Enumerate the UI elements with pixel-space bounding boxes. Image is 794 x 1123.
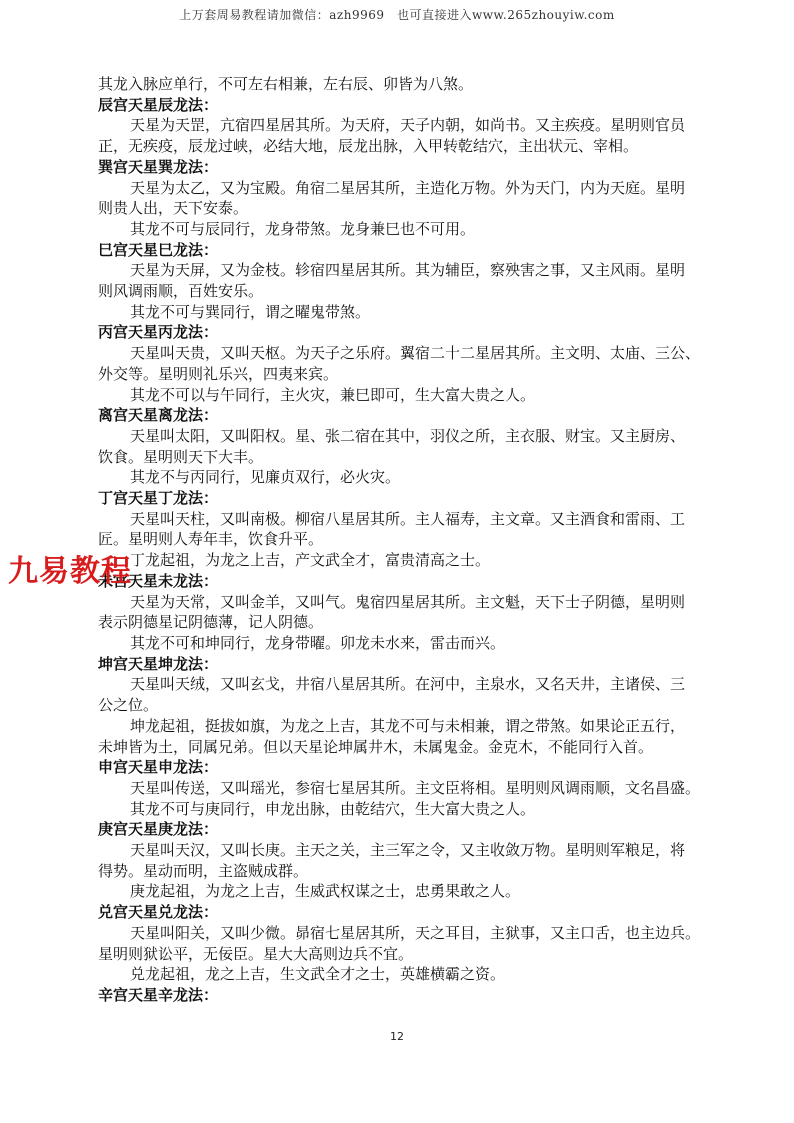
text-line: 兑龙起祖，龙之上吉，生文武全才之士，英雄横霸之资。 bbox=[130, 965, 506, 984]
watermark-logo: 九易教程 bbox=[8, 554, 132, 589]
page-number: 12 bbox=[390, 1030, 404, 1043]
text-line: 天星叫阳关，又叫少微。昴宿七星居其所，天之耳目，主狱事，又主口舌，也主边兵。 bbox=[130, 923, 701, 942]
section-heading: 辛宫天星辛龙法： bbox=[98, 985, 219, 1004]
section-heading: 坤宫天星坤龙法： bbox=[98, 654, 219, 673]
text-line: 天星为天常，又叫金羊，又叫气。鬼宿四星居其所。主文魁，天下士子阴德，星明则 bbox=[130, 592, 686, 611]
text-line: 其龙不可和坤同行，龙身带曜。卯龙未水来，雷击而兴。 bbox=[130, 633, 506, 652]
text-line: 坤龙起祖，挺拔如旗，为龙之上吉，其龙不可与未相兼，谓之带煞。如果论正五行， bbox=[130, 716, 686, 735]
document-body bbox=[98, 74, 718, 1006]
section-heading: 巽宫天星巽龙法： bbox=[98, 157, 219, 176]
text-line: 未坤皆为土，同属兄弟。但以天星论坤属井木，未属鬼金。金克木，不能同行入首。 bbox=[98, 737, 654, 756]
text-line: 其龙不可与巽同行，谓之曜鬼带煞。 bbox=[130, 302, 371, 321]
text-line: 其龙入脉应单行，不可左右相兼，左右辰、卯皆为八煞。 bbox=[98, 75, 474, 93]
text-line: 公之位。 bbox=[98, 696, 159, 715]
text-line: 星明则狱讼平，无佞臣。星大大高则边兵不宜。 bbox=[98, 944, 414, 963]
text-line: 外交等。星明则礼乐兴，四夷来宾。 bbox=[98, 364, 339, 383]
text-line: 其龙不可与辰同行，龙身带煞。龙身兼巳也不可用。 bbox=[130, 219, 476, 238]
text-line: 其龙不可以与午同行，主火灾，兼巳即可，生大富大贵之人。 bbox=[130, 385, 536, 404]
text-line: 匠。星明则人寿年丰，饮食升平。 bbox=[98, 530, 324, 549]
text-line: 其龙不与丙同行，见廉贞双行，必火灾。 bbox=[130, 468, 401, 487]
text-line: 庚龙起祖，为龙之上吉，生威武权谋之士，忠勇果敢之人。 bbox=[130, 882, 521, 901]
text-line: 天星为天屏，又为金枝。轸宿四星居其所。其为辅臣，察殃害之事，又主风雨。星明 bbox=[130, 261, 686, 280]
text-line: 天星叫天贵，又叫天枢。为天子之乐府。翼宿二十二星居其所。主文明、太庙、三公、 bbox=[130, 344, 701, 363]
text-line: 天星叫传送，又叫瑶光，参宿七星居其所。主文臣将相。星明则风调雨顺，文名昌盛。 bbox=[130, 778, 701, 797]
text-line: 天星叫太阳，又叫阳权。星、张二宿在其中，羽仪之所，主衣服、财宝。又主厨房、 bbox=[130, 426, 686, 445]
section-heading: 丁宫天星丁龙法： bbox=[98, 489, 219, 508]
section-heading: 庚宫天星庚龙法： bbox=[98, 820, 219, 839]
section-heading: 离宫天星离龙法： bbox=[98, 406, 219, 425]
section-heading: 辰宫天星辰龙法： bbox=[98, 95, 219, 114]
text-line: 表示阴德星记阴德薄，记人阴德。 bbox=[98, 613, 324, 632]
page-header: 上万套周易教程请加微信：azh9969 也可直接进入www.265zhouyiw.com bbox=[179, 8, 615, 22]
section-heading: 丙宫天星丙龙法： bbox=[98, 323, 219, 342]
text-line: 得势。星动而明，主盗贼成群。 bbox=[98, 861, 309, 880]
text-line: 天星叫天绒，又叫玄戈，井宿八星居其所。在河中，主泉水，又名天井，主诸侯、三 bbox=[130, 675, 686, 694]
text-line: 饮食。星明则天下大丰。 bbox=[98, 447, 264, 466]
text-line: 则风调雨顺，百姓安乐。 bbox=[98, 282, 264, 301]
text-line: 天星叫天柱，又叫南极。柳宿八星居其所。主人福寿，主文章。又主酒食和雷雨、工 bbox=[130, 509, 686, 528]
section-heading: 巳宫天星巳龙法： bbox=[98, 240, 219, 259]
text-line: 天星为天罡，亢宿四星居其所。为天府，天子内朝，如尚书。又主疾疫。星明则官员 bbox=[130, 116, 686, 135]
text-line: 则贵人出，天下安泰。 bbox=[98, 199, 249, 218]
text-line: 正，无疾疫，辰龙过峡，必结大地，辰龙出脉，入甲转乾结穴，主出状元、宰相。 bbox=[98, 137, 639, 156]
text-line: 其龙不可与庚同行，申龙出脉，由乾结穴，生大富大贵之人。 bbox=[130, 799, 536, 818]
text-line: 丁龙起祖，为龙之上吉，产文武全才，富贵清高之士。 bbox=[130, 551, 491, 570]
section-heading: 申宫天星申龙法： bbox=[98, 758, 219, 777]
section-heading: 兑宫天星兑龙法： bbox=[98, 903, 219, 922]
section-heading: 未宫天星未龙法： bbox=[98, 571, 219, 590]
text-line: 天星为太乙，又为宝殿。角宿二星居其所，主造化万物。外为天门，内为天庭。星明 bbox=[130, 178, 686, 197]
text-line: 天星叫天汉，又叫长庚。主天之关，主三军之令，又主收敛万物。星明则军粮足，将 bbox=[130, 841, 686, 860]
